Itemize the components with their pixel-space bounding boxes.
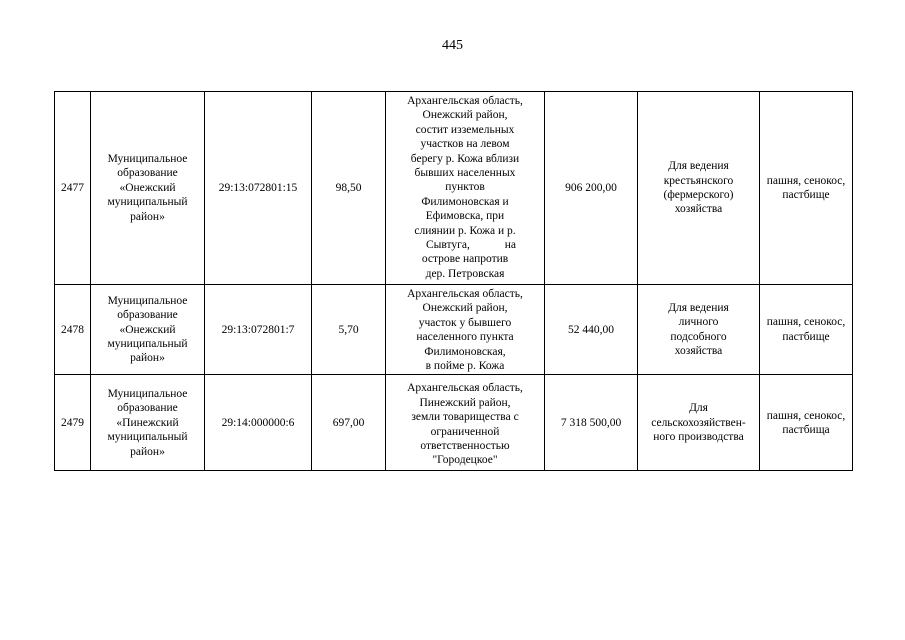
land-line: пашня, сенокос, <box>766 409 846 422</box>
cell-address <box>386 375 545 471</box>
use-line: хозяйства <box>674 203 723 216</box>
land-line: пастбище <box>782 189 830 201</box>
use-line: крестьянского <box>663 174 734 187</box>
address-line: участок у бывшего <box>418 316 512 329</box>
owner-line: муниципальный <box>107 196 188 209</box>
cell-area: 98,50 <box>312 92 386 285</box>
cell-land-type <box>760 285 853 375</box>
address-line: ответственностью <box>420 440 510 453</box>
address-line: земли товарищества с <box>411 411 519 424</box>
owner-line: образование <box>117 402 178 415</box>
address-line: в пойме р. Кожа <box>425 360 505 373</box>
cell-cadastral-number: 29:13:072801:15 <box>205 92 312 285</box>
cell-owner <box>91 375 205 471</box>
owner-line: муниципальный <box>107 431 188 444</box>
cell-number: 2478 <box>55 285 91 375</box>
land-line: пастбище <box>782 330 830 343</box>
owner-line: район» <box>130 445 165 458</box>
owner-line: муниципальный <box>107 337 188 350</box>
owner-line: «Онежский <box>119 323 176 336</box>
use-line: (фермерского) <box>663 189 734 201</box>
owner-line: образование <box>117 167 178 180</box>
address-line: берегу р. Кожа вблизи <box>410 152 520 165</box>
cell-area: 5,70 <box>312 285 386 375</box>
use-line: хозяйства <box>674 345 723 358</box>
cell-price: 7 318 500,00 <box>545 375 638 471</box>
cell-address <box>386 285 545 375</box>
owner-line: Муниципальное <box>107 294 188 307</box>
address-line: острове напротив <box>421 253 509 266</box>
cell-permitted-use <box>638 375 760 471</box>
address-line: ограниченной <box>430 425 500 438</box>
address-line: Филимоновская, <box>424 345 506 358</box>
cell-number: 2479 <box>55 375 91 471</box>
address-line: Онежский район, <box>422 302 508 315</box>
address-line: участков на левом <box>420 138 510 151</box>
cell-land-type <box>760 92 853 285</box>
address-line: слиянии р. Кожа и р. <box>414 224 516 237</box>
land-registry-table <box>54 91 853 471</box>
cell-cadastral-number: 29:13:072801:7 <box>205 285 312 375</box>
cell-owner <box>91 92 205 285</box>
owner-line: Муниципальное <box>107 152 188 165</box>
use-line: подсобного <box>670 330 727 343</box>
cell-address <box>386 92 545 285</box>
address-line <box>388 238 542 252</box>
cell-land-type <box>760 375 853 471</box>
address-line: состит изземельных <box>415 123 515 136</box>
land-line: пашня, сенокос, <box>766 174 846 187</box>
owner-line: «Онежский <box>119 181 176 194</box>
owner-line: образование <box>117 309 178 322</box>
address-line: пунктов <box>445 181 485 194</box>
cell-area: 697,00 <box>312 375 386 471</box>
address-line: дер. Петровская <box>425 267 505 280</box>
use-line: ного производства <box>653 431 744 444</box>
cell-permitted-use <box>638 92 760 285</box>
use-line: Для ведения <box>668 160 729 173</box>
cell-price: 52 440,00 <box>545 285 638 375</box>
use-line: Для <box>689 402 708 415</box>
use-line: сельскохозяйствен- <box>651 416 746 429</box>
cell-price: 906 200,00 <box>545 92 638 285</box>
address-line: Филимоновская и <box>421 195 509 208</box>
table-row <box>55 285 853 375</box>
owner-line: район» <box>130 352 165 365</box>
land-line: пастбища <box>782 423 830 436</box>
table-row <box>55 92 853 285</box>
cell-number: 2477 <box>55 92 91 285</box>
cell-cadastral-number: 29:14:000000:6 <box>205 375 312 471</box>
address-line: населенного пункта <box>416 331 514 344</box>
address-line: Ефимовска, при <box>425 210 505 223</box>
address-line: Онежский район, <box>422 109 508 122</box>
address-line: "Городецкое" <box>432 454 498 467</box>
address-line: Архангельская область, <box>407 288 523 300</box>
address-word: Сывтуга, <box>426 239 470 252</box>
address-line: Архангельская область, <box>407 95 523 107</box>
use-line: Для ведения <box>668 301 729 314</box>
use-line: личного <box>678 316 719 329</box>
cell-permitted-use <box>638 285 760 375</box>
address-line: бывших населенных <box>414 167 516 180</box>
cell-owner <box>91 285 205 375</box>
owner-line: район» <box>130 210 165 223</box>
table-row <box>55 375 853 471</box>
address-word: на <box>504 239 516 252</box>
owner-line: Муниципальное <box>107 387 188 400</box>
address-line: Пинежский район, <box>419 396 511 409</box>
owner-line: «Пинежский <box>116 416 179 429</box>
page-number: 445 <box>442 38 463 53</box>
address-line: Архангельская область, <box>407 382 523 395</box>
land-line: пашня, сенокос, <box>766 316 846 329</box>
